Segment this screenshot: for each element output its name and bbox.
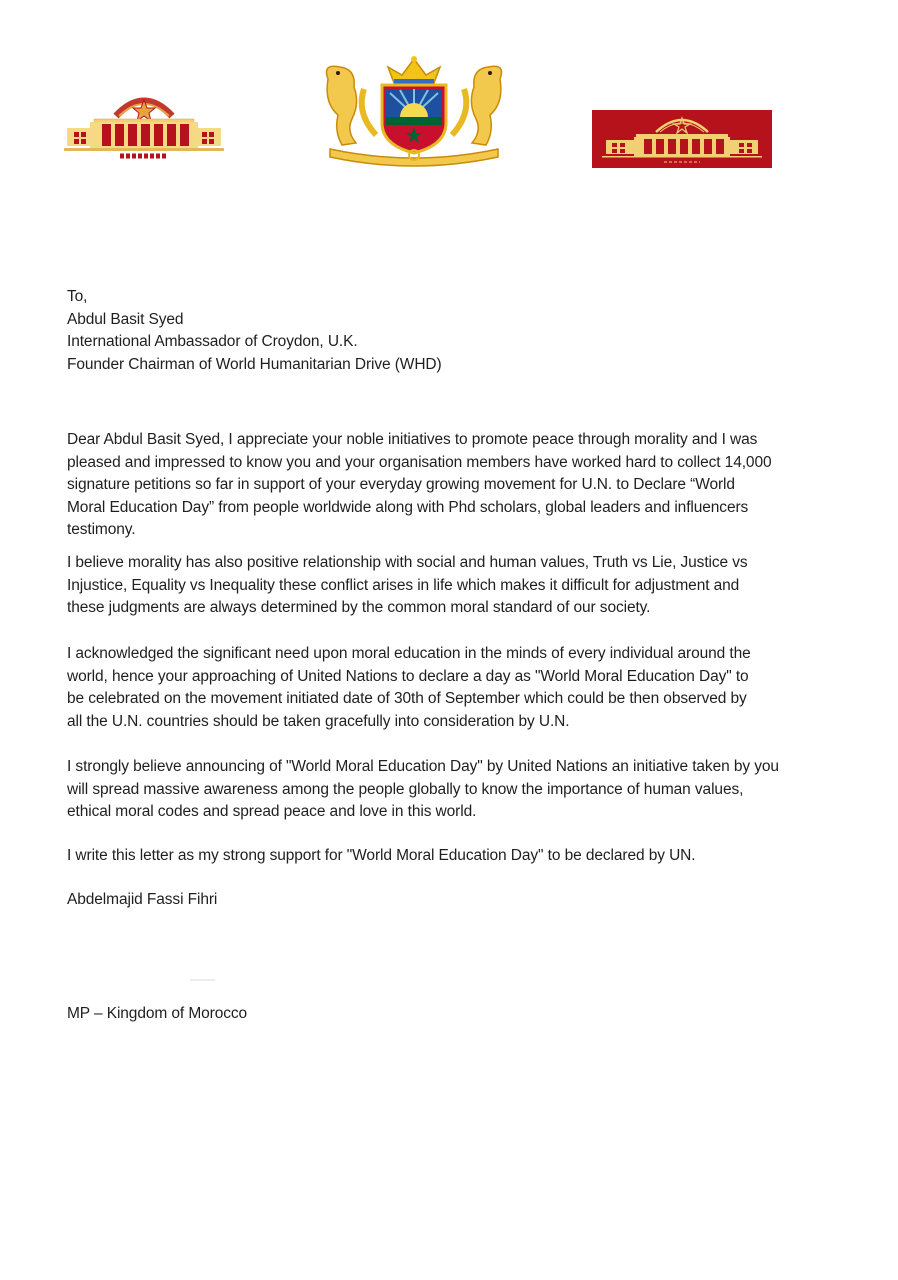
recipient-role: Founder Chairman of World Humanitarian Drive (WHD) — [67, 355, 442, 373]
paragraph-line: world, hence your approaching of United Nations to declare a day as "World Moral Education Day" to — [67, 667, 749, 685]
signer-title-block — [67, 1003, 247, 1026]
parliament-emblem-right — [592, 110, 772, 168]
paragraph-line: be celebrated on the movement initiated date of 30th of September which could be then observed by — [67, 690, 747, 707]
coat-of-arms-emblem — [316, 53, 512, 167]
body-paragraph — [67, 845, 695, 868]
salutation: To, — [67, 288, 88, 305]
paragraph-line: these judgments are always determined by the common moral standard of our society. — [67, 599, 651, 616]
paragraph-line: ethical moral codes and spread peace and love in this world. — [67, 803, 477, 820]
paragraph-line: I believe morality has also positive relationship with social and human values, Truth vs Lie, Justice vs — [67, 554, 748, 571]
paragraph-line: signature petitions so far in support of your everyday growing movement for U.N. to Declare “World — [67, 476, 735, 493]
paragraph-line: I strongly believe announcing of "World Moral Education Day" by United Nations an initiative taken by you — [67, 758, 779, 775]
signer-name-block — [67, 889, 217, 912]
signature-mark — [190, 979, 215, 981]
recipient-name: Abdul Basit Syed — [67, 310, 184, 328]
parliament-emblem-left — [64, 86, 224, 164]
paragraph-line: Dear Abdul Basit Syed, I appreciate your noble initiatives to promote peace through morality and I was — [67, 431, 758, 448]
paragraph-line: Injustice, Equality vs Inequality these conflict arises in life which makes it difficult for adjustment and — [67, 576, 740, 594]
body-paragraph — [67, 756, 779, 824]
paragraph-line: all the U.N. countries should be taken gracefully into consideration by U.N. — [67, 712, 570, 730]
paragraph-line: will spread massive awareness among the people globally to know the importance of human values, — [67, 780, 744, 798]
signer-name: Abdelmajid Fassi Fihri — [67, 891, 218, 908]
recipient-role: International Ambassador of Croydon, U.K. — [67, 333, 358, 350]
parliament-building-emblem-icon — [64, 86, 224, 164]
body-paragraph — [67, 643, 751, 733]
paragraph-line: Moral Education Day” from people worldwide along with Phd scholars, global leaders and influencers — [67, 498, 749, 516]
paragraph-line: pleased and impressed to know you and your organisation members have worked hard to collect 14,000 — [67, 453, 772, 471]
body-paragraph — [67, 552, 748, 620]
parliament-building-emblem-icon — [592, 110, 772, 168]
recipient-address — [67, 286, 442, 376]
paragraph-line: I write this letter as my strong support for "World Moral Education Day" to be declared by UN. — [67, 847, 696, 864]
body-paragraph — [67, 429, 771, 542]
paragraph-line: testimony. — [67, 521, 136, 538]
signer-title: MP – Kingdom of Morocco — [67, 1005, 248, 1022]
coat-of-arms-of-morocco-icon — [316, 53, 512, 167]
paragraph-line: I acknowledged the significant need upon moral education in the minds of every individual around the — [67, 645, 751, 662]
